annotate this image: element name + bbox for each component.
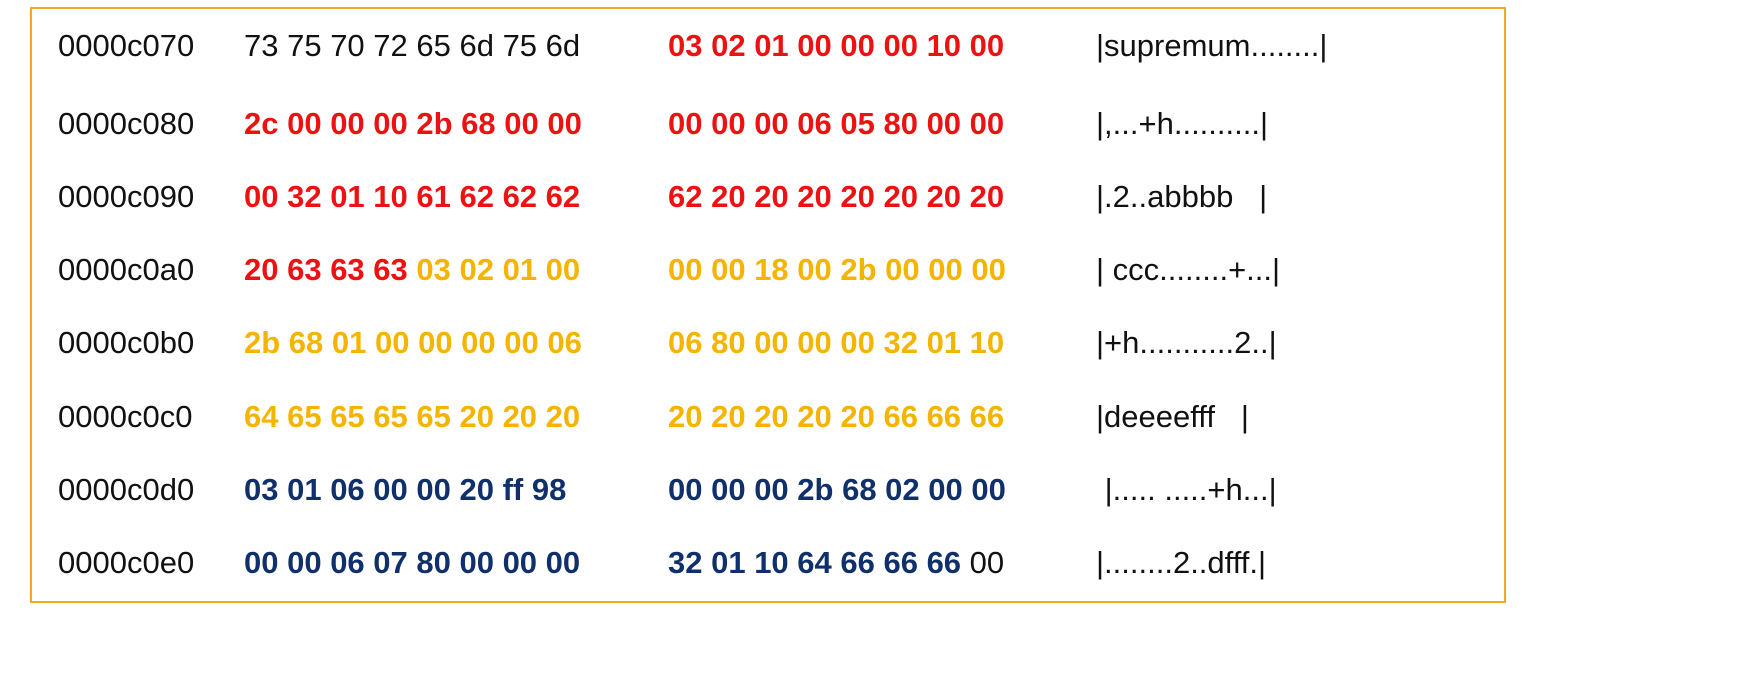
hex-bytes-group-1 [244, 397, 668, 437]
hex-bytes: 62 20 20 20 20 20 20 20 [668, 179, 1005, 214]
row-address: 0000c0d0 [58, 472, 195, 507]
row-address: 0000c090 [58, 179, 195, 214]
hex-bytes-group-2 [668, 250, 1096, 290]
hex-bytes: 00 [969, 545, 1005, 580]
ascii-column: | ccc........+...| [1096, 252, 1281, 287]
hex-bytes: 32 01 10 64 66 66 66 [668, 545, 970, 580]
hex-dump-frame [30, 7, 1506, 603]
hex-row [58, 470, 1277, 510]
ascii-column: |,...+h..........| [1096, 106, 1269, 141]
row-address: 0000c070 [58, 28, 195, 63]
row-address: 0000c080 [58, 106, 195, 141]
hex-bytes-group-2 [668, 470, 1096, 510]
hex-bytes: 00 00 18 00 2b 00 00 00 [668, 252, 1006, 287]
hex-row [58, 104, 1268, 144]
hex-bytes-group-1 [244, 323, 668, 363]
hex-row [58, 397, 1249, 437]
row-address: 0000c0c0 [58, 399, 193, 434]
hex-bytes-group-2 [668, 397, 1096, 437]
hex-bytes-group-2 [668, 323, 1096, 363]
hex-bytes-group-2 [668, 104, 1096, 144]
hex-bytes-group-1 [244, 104, 668, 144]
ascii-column: |.2..abbbb | [1096, 179, 1268, 214]
hex-bytes: 00 00 06 07 80 00 00 00 [244, 545, 581, 580]
hex-bytes-group-1 [244, 250, 668, 290]
hex-bytes: 2b 68 01 00 00 00 00 06 [244, 325, 582, 360]
hex-row [58, 250, 1280, 290]
hex-bytes: 06 80 00 00 00 32 01 10 [668, 325, 1005, 360]
hex-bytes-group-2 [668, 177, 1096, 217]
hex-bytes: 73 75 70 72 65 6d 75 6d [244, 28, 581, 63]
hex-bytes: 00 32 01 10 61 62 62 62 [244, 179, 581, 214]
ascii-column: |..... .....+h...| [1096, 472, 1277, 507]
row-address: 0000c0e0 [58, 545, 195, 580]
hex-bytes-group-1 [244, 26, 668, 66]
hex-bytes: 00 00 00 2b 68 02 00 00 [668, 472, 1006, 507]
hex-bytes: 03 02 01 00 [416, 252, 581, 287]
hex-bytes-group-2 [668, 543, 1096, 583]
row-address: 0000c0a0 [58, 252, 195, 287]
hex-bytes: 00 00 00 06 05 80 00 00 [668, 106, 1005, 141]
hex-bytes: 64 65 65 65 65 20 20 20 [244, 399, 581, 434]
hex-bytes-group-1 [244, 470, 668, 510]
hex-bytes: 20 63 63 63 [244, 252, 417, 287]
hex-bytes-group-1 [244, 543, 668, 583]
ascii-column: |+h...........2..| [1096, 325, 1277, 360]
hex-bytes: 03 02 01 00 00 00 10 00 [668, 28, 1005, 63]
ascii-column: |supremum........| [1096, 28, 1328, 63]
hex-bytes: 2c 00 00 00 2b 68 00 00 [244, 106, 582, 141]
hex-row [58, 543, 1266, 583]
hex-bytes: 20 20 20 20 20 66 66 66 [668, 399, 1005, 434]
hex-row [58, 26, 1327, 66]
hex-bytes-group-1 [244, 177, 668, 217]
ascii-column: |........2..dfff.| [1096, 545, 1267, 580]
hex-bytes: 03 01 06 00 00 20 ff 98 [244, 472, 567, 507]
hex-bytes-group-2 [668, 26, 1096, 66]
ascii-column: |deeeefff | [1096, 399, 1249, 434]
hex-row [58, 323, 1277, 363]
hex-row [58, 177, 1267, 217]
row-address: 0000c0b0 [58, 325, 195, 360]
